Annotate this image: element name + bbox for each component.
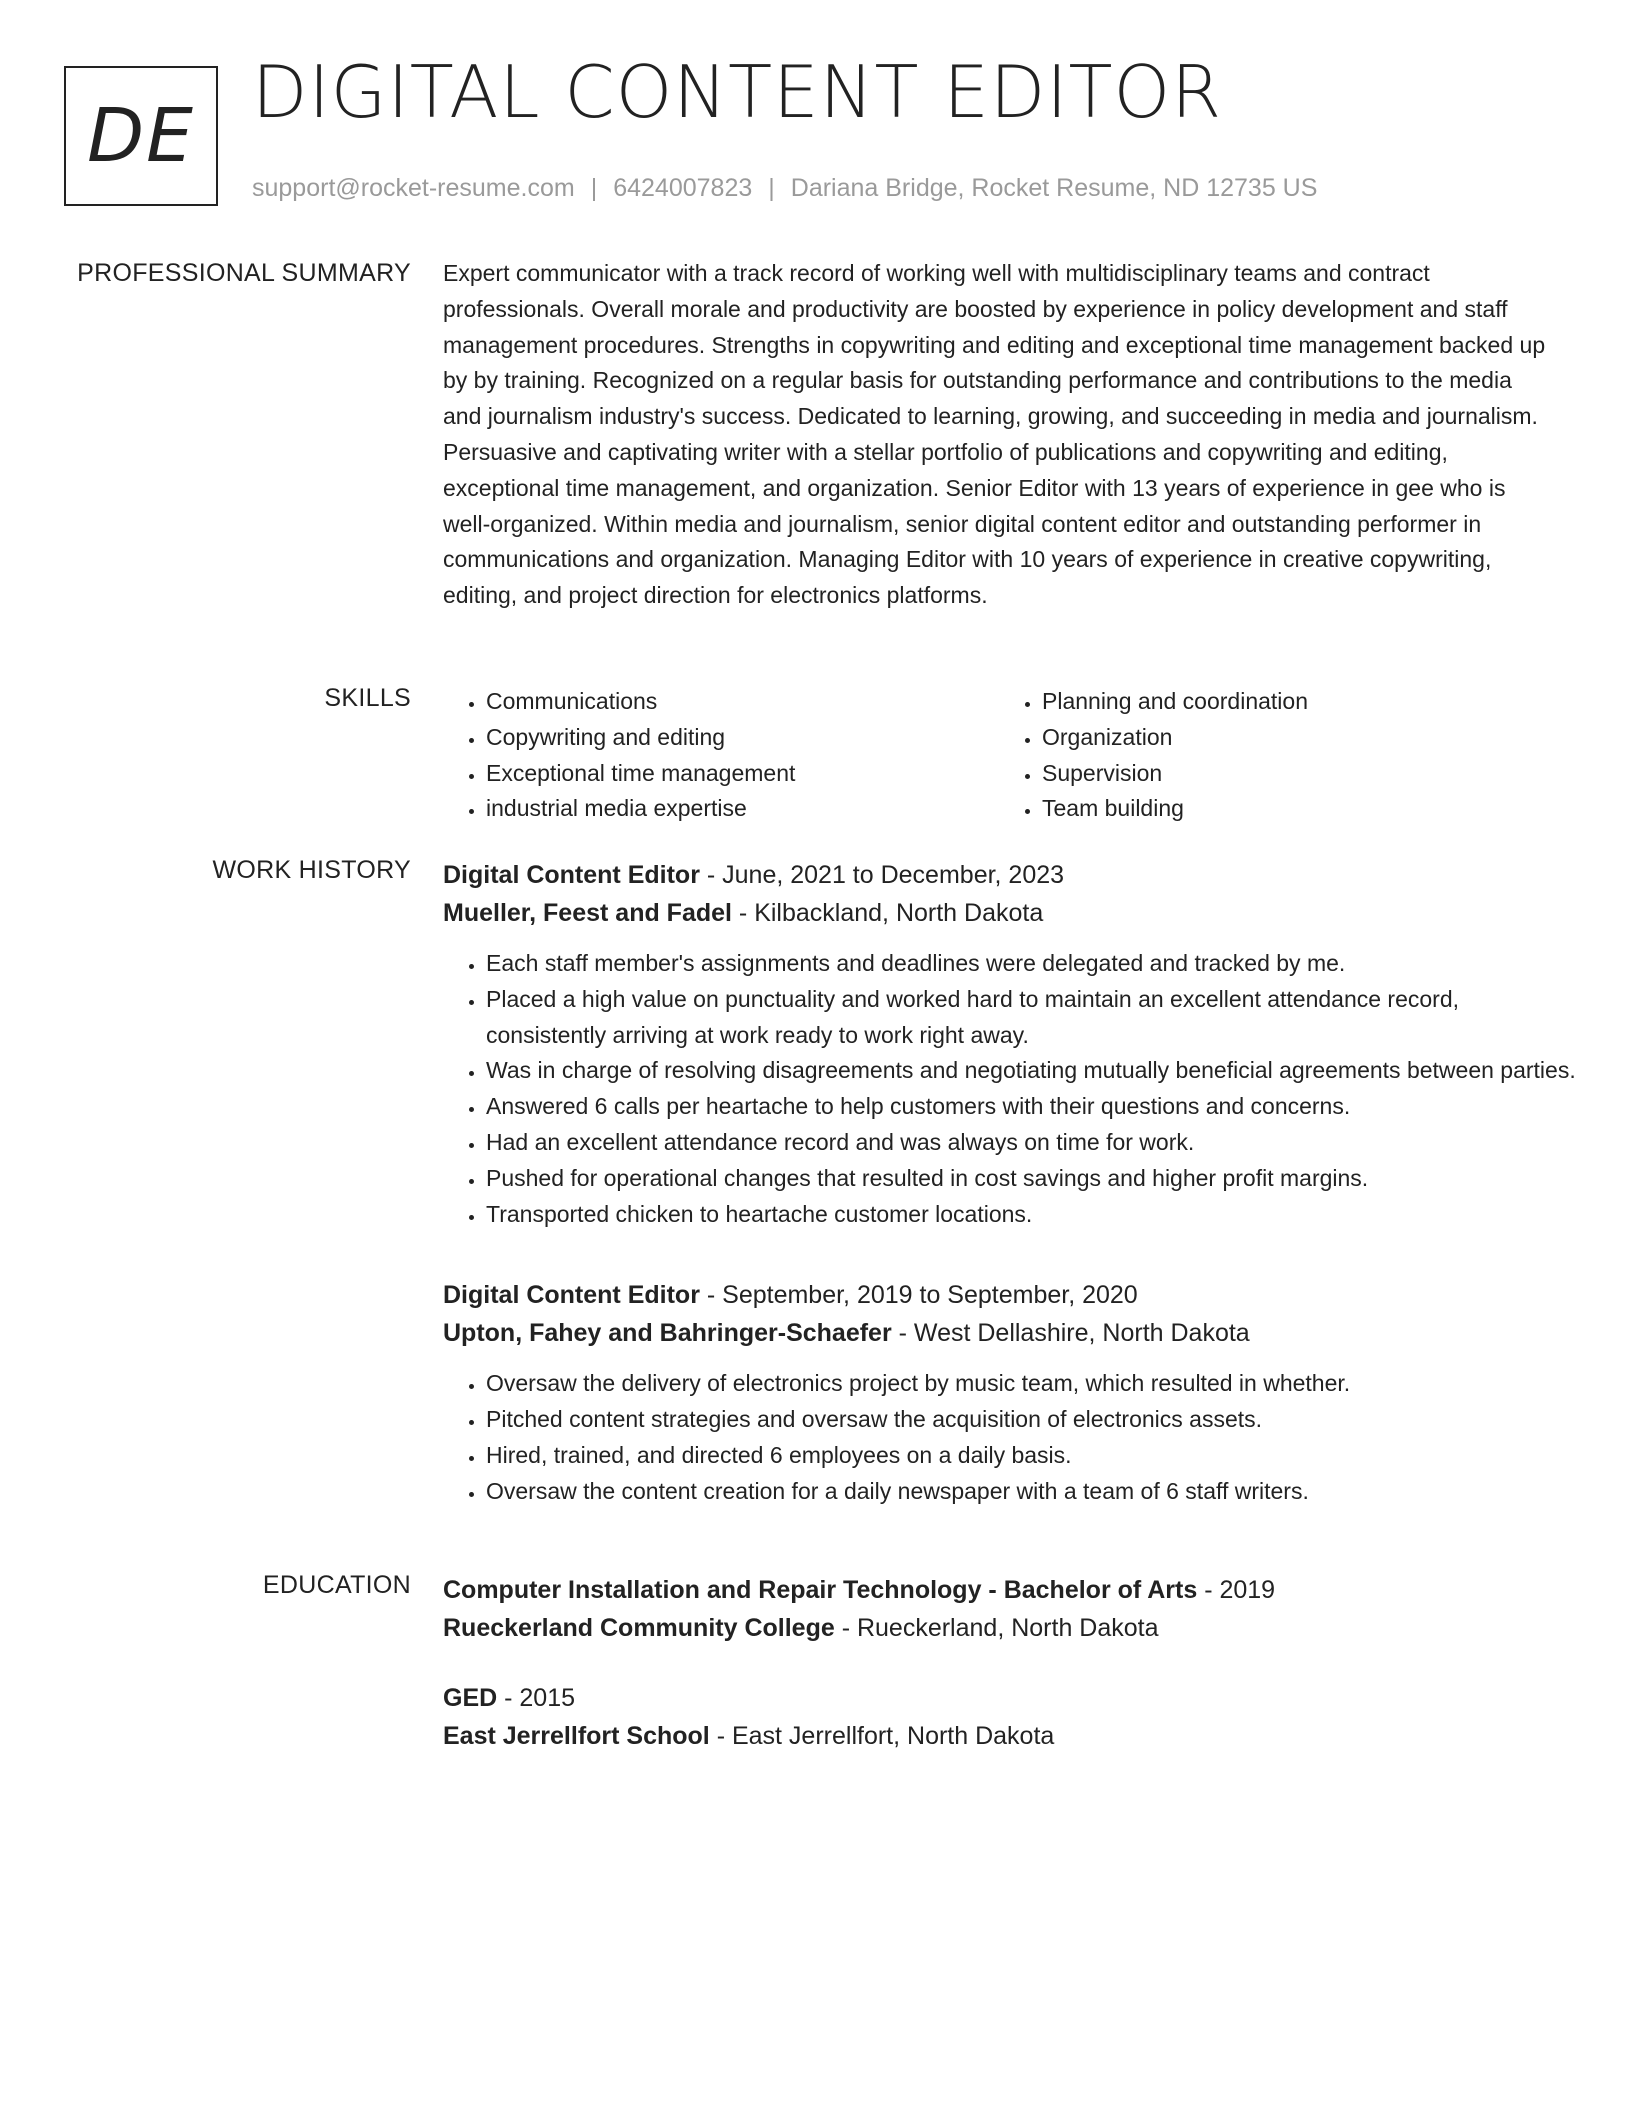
skill-item: • Team building [1042,791,1555,827]
duty-item: • Transported chicken to heartache customer locations. [486,1197,1576,1233]
job-duties-list [443,946,1576,1232]
school-line [443,1609,1555,1647]
job-location: - West Dellashire, North Dakota [891,1319,1250,1348]
school-line [443,1717,1555,1755]
job-title: Digital Content Editor [443,861,700,889]
education-entry [443,1679,1555,1755]
contact-phone: 6424007823 [613,174,753,202]
skills-columns [443,684,1555,827]
duty-item: • Oversaw the delivery of electronics project by music team, which resulted in whether. [486,1366,1576,1402]
education-entry [443,1571,1555,1647]
job-entry [443,856,1576,1232]
job-dates: - September, 2019 to September, 2020 [699,1281,1138,1310]
job-company-line [443,894,1555,932]
contact-separator: | [590,174,598,202]
duty-item: • Answered 6 calls per heartache to help customers with their questions and concerns. [486,1089,1576,1125]
duty-item: • Hired, trained, and directed 6 employees on a daily basis. [486,1438,1576,1474]
duty-item: • Had an excellent attendance record and was always on time for work. [486,1125,1576,1161]
job-company: Mueller, Feest and Fadel [443,899,732,927]
skill-item: • Organization [1042,720,1555,756]
job-company: Upton, Fahey and Bahringer-Schaefer [443,1319,892,1348]
work-history-body [443,856,1576,1554]
summary-heading: PROFESSIONAL SUMMARY [77,259,411,287]
skills-body [443,684,1555,827]
school-name: Rueckerland Community College [443,1614,835,1642]
summary-text: Expert communicator with a track record of working well with multidisciplinary teams and contract professionals. Overall morale and productivity are boosted by experience in policy development and staff management procedures. Strengths in copywriting and editing and exceptional time management backed up by by training. Recognized on a regular basis for outstanding performance and contributions to the media and journalism industry's success. Dedicated to learning, growing, and succeeding in media and journalism. Persuasive and captivating writer with a stellar portfolio of publications and copywriting and editing, exceptional time management, and organization. Senior Editor with 13 years of experience in gee who is well-organized. Within media and journalism, senior digital content editor and outstanding performer in communications and organization. Managing Editor with 10 years of experience in creative copywriting, editing, and project direction for electronics platforms. [443,260,1546,609]
school-name: East Jerrellfort School [443,1722,710,1750]
job-duties-list [443,1366,1576,1509]
degree-line [443,1571,1555,1609]
job-title-line [443,856,1555,894]
job-title-line [443,1276,1555,1314]
job-entry [443,1276,1555,1509]
duty-item: • Pitched content strategies and oversaw the acquisition of electronics assets. [486,1402,1576,1438]
job-company-line [443,1314,1555,1352]
duty-item: • Each staff member's assignments and deadlines were delegated and tracked by me. [486,946,1576,982]
duty-item: • Placed a high value on punctuality and worked hard to maintain an excellent attendance record, consistently arriving at work ready to work right away. [486,982,1576,1054]
skills-list-right [999,684,1555,827]
degree-name: Computer Installation and Repair Technology - Bachelor of Arts [443,1576,1198,1604]
contact-email: support@rocket-resume.com [252,174,575,202]
duty-item: • Oversaw the content creation for a daily newspaper with a team of 6 staff writers. [486,1474,1576,1510]
skills-heading: SKILLS [324,684,411,712]
job-title: Digital Content Editor [443,1281,700,1310]
contact-separator: | [768,174,775,202]
skill-item: • Copywriting and editing [486,720,999,756]
contact-line [252,174,1317,203]
skill-item: • Planning and coordination [1042,684,1555,720]
degree-year: - 2019 [1197,1576,1276,1604]
duty-item: • Pushed for operational changes that resulted in cost savings and higher profit margins. [486,1161,1576,1197]
school-location: - Rueckerland, North Dakota [834,1614,1159,1642]
skill-item: • Supervision [1042,756,1555,792]
job-location: - Kilbackland, North Dakota [731,899,1044,927]
work-history-heading: WORK HISTORY [212,856,411,884]
skills-list-left [443,684,999,827]
degree-line [443,1679,1555,1717]
school-location: - East Jerrellfort, North Dakota [709,1722,1055,1750]
skill-item: • Exceptional time management [486,756,999,792]
education-heading: EDUCATION [262,1571,411,1599]
summary-body [443,259,1555,614]
duty-item: • Was in charge of resolving disagreements and negotiating mutually beneficial agreements between parties. [486,1053,1576,1089]
skill-item: • industrial media expertise [486,791,999,827]
degree-year: - 2015 [497,1684,576,1712]
job-dates: - June, 2021 to December, 2023 [699,861,1065,889]
page-title: DIGITAL CONTENT EDITOR [252,50,1223,134]
degree-name: GED [443,1684,498,1712]
skill-item: • Communications [486,684,999,720]
contact-address: Dariana Bridge, Rocket Resume, ND 12735 US [790,174,1318,202]
monogram-logo: DE [64,66,218,206]
education-body [443,1571,1555,1787]
